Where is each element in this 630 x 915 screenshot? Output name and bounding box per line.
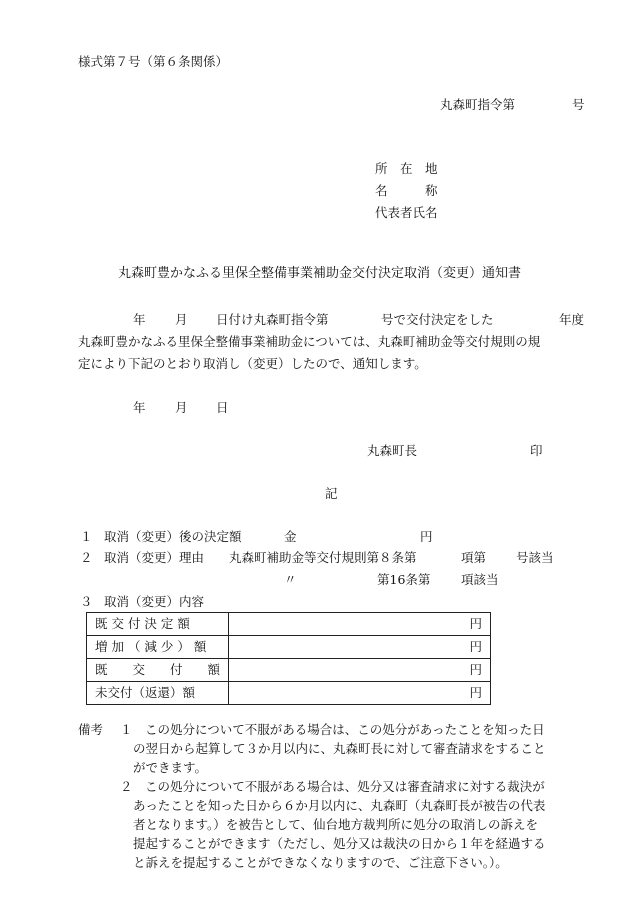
- intro-year: 年: [133, 312, 146, 327]
- amount-unit: 円: [229, 636, 491, 659]
- table-row: [87, 636, 491, 659]
- table-row: [87, 659, 491, 682]
- seal-mark: 印: [530, 443, 543, 458]
- note2-number: ２: [120, 779, 133, 794]
- amount-label: 既 交 付 決 定 額: [87, 613, 229, 636]
- amount-label: 未交付（返還）額: [87, 682, 229, 705]
- note2-line-2: あったことを知った日から６か月以内に、丸森町（丸森町長が被告の代表: [133, 798, 546, 813]
- intro-line-2: 丸森町豊かなふる里保全整備事業補助金については、丸森町補助金等交付規則の規: [78, 334, 541, 349]
- intro-month: 月: [175, 312, 188, 327]
- mayor-label: 丸森町長: [367, 443, 418, 458]
- note1-line-1: この処分について不服がある場合は、この処分があったことを知った日: [145, 722, 545, 737]
- ki-heading: 記: [325, 486, 338, 501]
- item2-go: 号該当: [516, 550, 554, 565]
- item1-kin: 金: [284, 529, 297, 544]
- date-year: 年: [133, 400, 146, 415]
- item3-number: ３: [80, 594, 93, 609]
- table-row: [87, 682, 491, 705]
- item1-number: １: [80, 529, 93, 544]
- document-title: 丸森町豊かなふる里保全整備事業補助金交付決定取消（変更）通知書: [118, 266, 522, 281]
- note2-line-5: と訴えを提起することができなくなりますので、ご注意下さい。）。: [133, 855, 508, 870]
- intro-issued: 号で交付決定をした: [381, 312, 494, 327]
- item1-label: 取消（変更）後の決定額: [104, 529, 242, 544]
- item1-yen: 円: [420, 529, 433, 544]
- note1-number: １: [120, 722, 133, 737]
- item2-ditto-mark: 〃: [284, 572, 297, 587]
- amount-label: 増 加 （ 減 少 ） 額: [87, 636, 229, 659]
- note2-line-4: 提起することができます（ただし、処分又は裁決の日から１年を経過する: [133, 836, 546, 851]
- item2-kou: 項第: [461, 550, 487, 565]
- item2-rule: 丸森町補助金等交付規則第８条第: [229, 550, 417, 565]
- note1-line-2: の翌日から起算して３か月以内に、丸森町長に対して審査請求をすること: [133, 741, 546, 756]
- note2-line-3: 者となります。）を被告として、仙台地方裁判所に処分の取消しの訴えを: [133, 817, 539, 832]
- note2-line-1: この処分について不服がある場合は、処分又は審査請求に対する裁決が: [145, 779, 545, 794]
- doc-number-prefix: 丸森町指令第: [440, 97, 516, 112]
- intro-fiscal-year: 年度: [559, 312, 585, 327]
- doc-number-suffix: 号: [572, 97, 585, 112]
- item2-number: ２: [80, 550, 93, 565]
- amount-unit: 円: [229, 659, 491, 682]
- item2-label: 取消（変更）理由: [104, 550, 205, 565]
- table-row: [87, 613, 491, 636]
- item3-label: 取消（変更）内容: [104, 594, 205, 609]
- amount-unit: 円: [229, 682, 491, 705]
- item2-rule2: 第16条第: [377, 572, 431, 587]
- remarks-heading: 備考: [78, 722, 104, 737]
- date-day: 日: [216, 400, 229, 415]
- note1-line-3: ができます。: [133, 760, 208, 775]
- address-location-label: 所 在 地: [375, 161, 438, 176]
- date-month: 月: [175, 400, 188, 415]
- amount-table: [86, 612, 491, 705]
- address-name-label: 名 称: [375, 183, 438, 198]
- amount-unit: 円: [229, 613, 491, 636]
- item2-kou2: 項該当: [461, 572, 499, 587]
- amount-label: 既 交 付 額: [87, 659, 229, 682]
- form-label: 様式第７号（第６条関係）: [78, 54, 229, 69]
- intro-day-ref: 日付け丸森町指令第: [216, 312, 329, 327]
- address-representative-label: 代表者氏名: [375, 205, 438, 220]
- intro-line-3: 定により下記のとおり取消し（変更）したので、通知します。: [78, 356, 427, 371]
